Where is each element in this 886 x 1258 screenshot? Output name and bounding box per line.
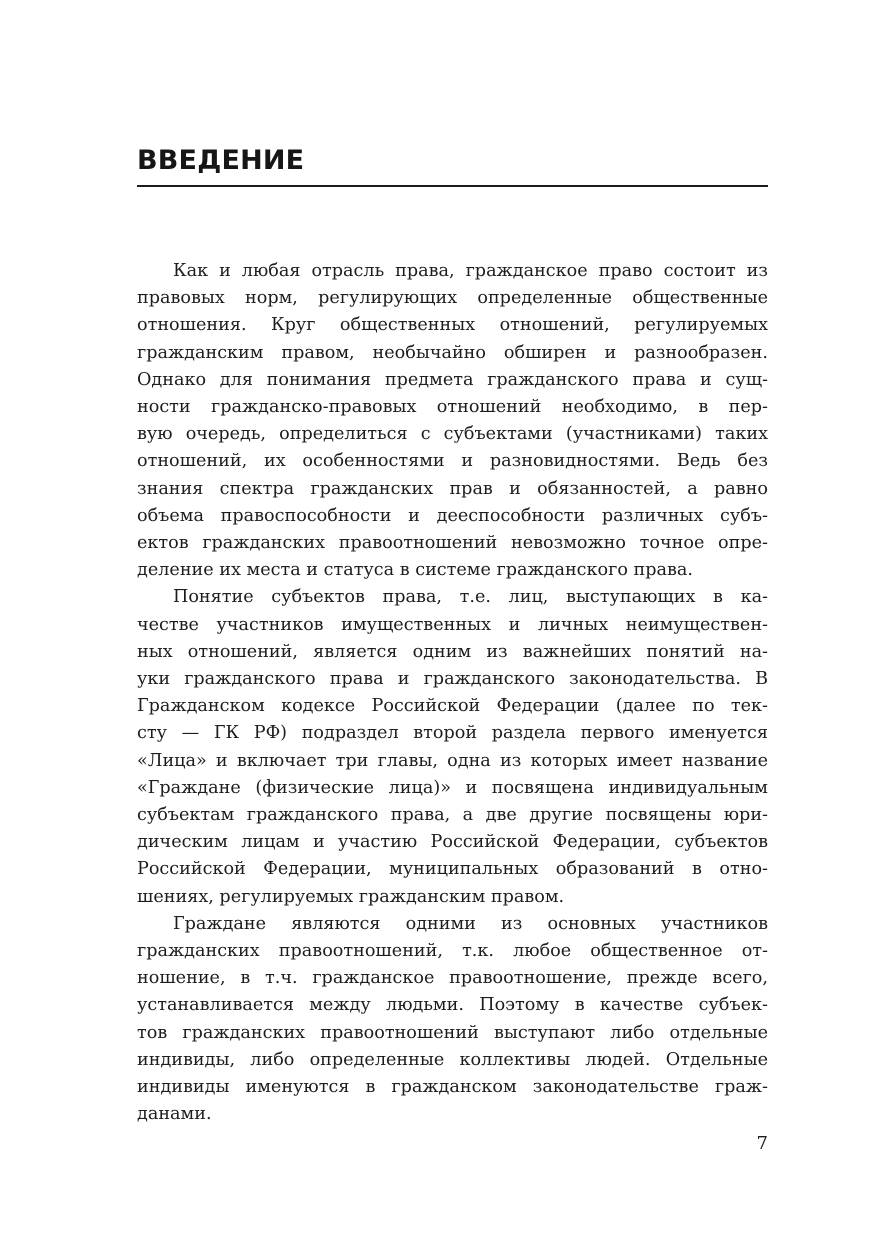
text-line: отношения. Круг общественных отношений, регулируемых [137, 315, 768, 336]
text-line: устанавливается между людьми. Поэтому в качестве субъек- [137, 995, 768, 1016]
text-line: ных отношений, является одним из важнейших понятий на- [137, 641, 768, 662]
text-line: гражданских правоотношений, т.к. любое общественное от- [137, 941, 768, 962]
text-line: Как и любая отрасль права, гражданское право состоит из [173, 261, 768, 281]
text-line: Однако для понимания предмета гражданского права и сущ- [137, 369, 768, 390]
text-line: Российской Федерации, муниципальных образований в отно- [137, 859, 768, 880]
text-line: ношение, в т.ч. гражданское правоотношение, прежде всего, [137, 968, 768, 989]
chapter-heading: ВВЕДЕНИЕ [137, 145, 305, 176]
text-line: отношений, их особенностями и разновидностями. Ведь без [137, 451, 768, 472]
text-line: Понятие субъектов права, т.е. лиц, выступающих в ка- [173, 587, 768, 608]
text-line: Гражданском кодексе Российской Федерации (далее по тек- [137, 696, 768, 717]
text-line: честве участников имущественных и личных неимуществен- [137, 614, 768, 635]
text-line: Граждане являются одними из основных участников [173, 913, 768, 934]
text-line: ности гражданско-правовых отношений необходимо, в пер- [137, 397, 768, 418]
text-line: правовых норм, регулирующих определенные общественные [137, 288, 768, 309]
text-line: вую очередь, определиться с субъектами (участниками) таких [137, 424, 768, 445]
text-line: «Граждане (физические лица)» и посвящена индивидуальным [137, 777, 768, 798]
text-line: объема правоспособности и дееспособности различных субъ- [137, 505, 768, 526]
text-line: «Лица» и включает три главы, одна из которых имеет название [137, 750, 768, 771]
text-line: индивиды именуются в гражданском законодательстве граж- [137, 1077, 768, 1098]
body-text [137, 258, 768, 1129]
paragraph [137, 584, 768, 910]
text-line: сту — ГК РФ) подраздел второй раздела первого именуется [137, 723, 768, 744]
text-line: субъектам гражданского права, а две другие посвящены юри- [137, 805, 768, 826]
text-line: данами. [137, 1104, 212, 1125]
text-line: тов гражданских правоотношений выступают либо отдельные [137, 1022, 768, 1043]
heading-rule [137, 185, 768, 187]
paragraph [137, 911, 768, 1129]
page-number: 7 [756, 1133, 768, 1154]
text-line: ектов гражданских правоотношений невозможно точное опре- [137, 533, 768, 554]
text-line: уки гражданского права и гражданского законодательства. В [137, 669, 768, 690]
text-line: дическим лицам и участию Российской Федерации, субъектов [137, 832, 768, 853]
text-line: знания спектра гражданских прав и обязанностей, а равно [137, 478, 768, 499]
text-line: индивиды, либо определенные коллективы людей. Отдельные [137, 1049, 768, 1070]
text-line: гражданским правом, необычайно обширен и разнообразен. [137, 342, 768, 363]
text-line: шениях, регулируемых гражданским правом. [137, 886, 565, 907]
paragraph [137, 258, 768, 584]
text-line: деление их места и статуса в системе гражданского права. [137, 560, 693, 581]
